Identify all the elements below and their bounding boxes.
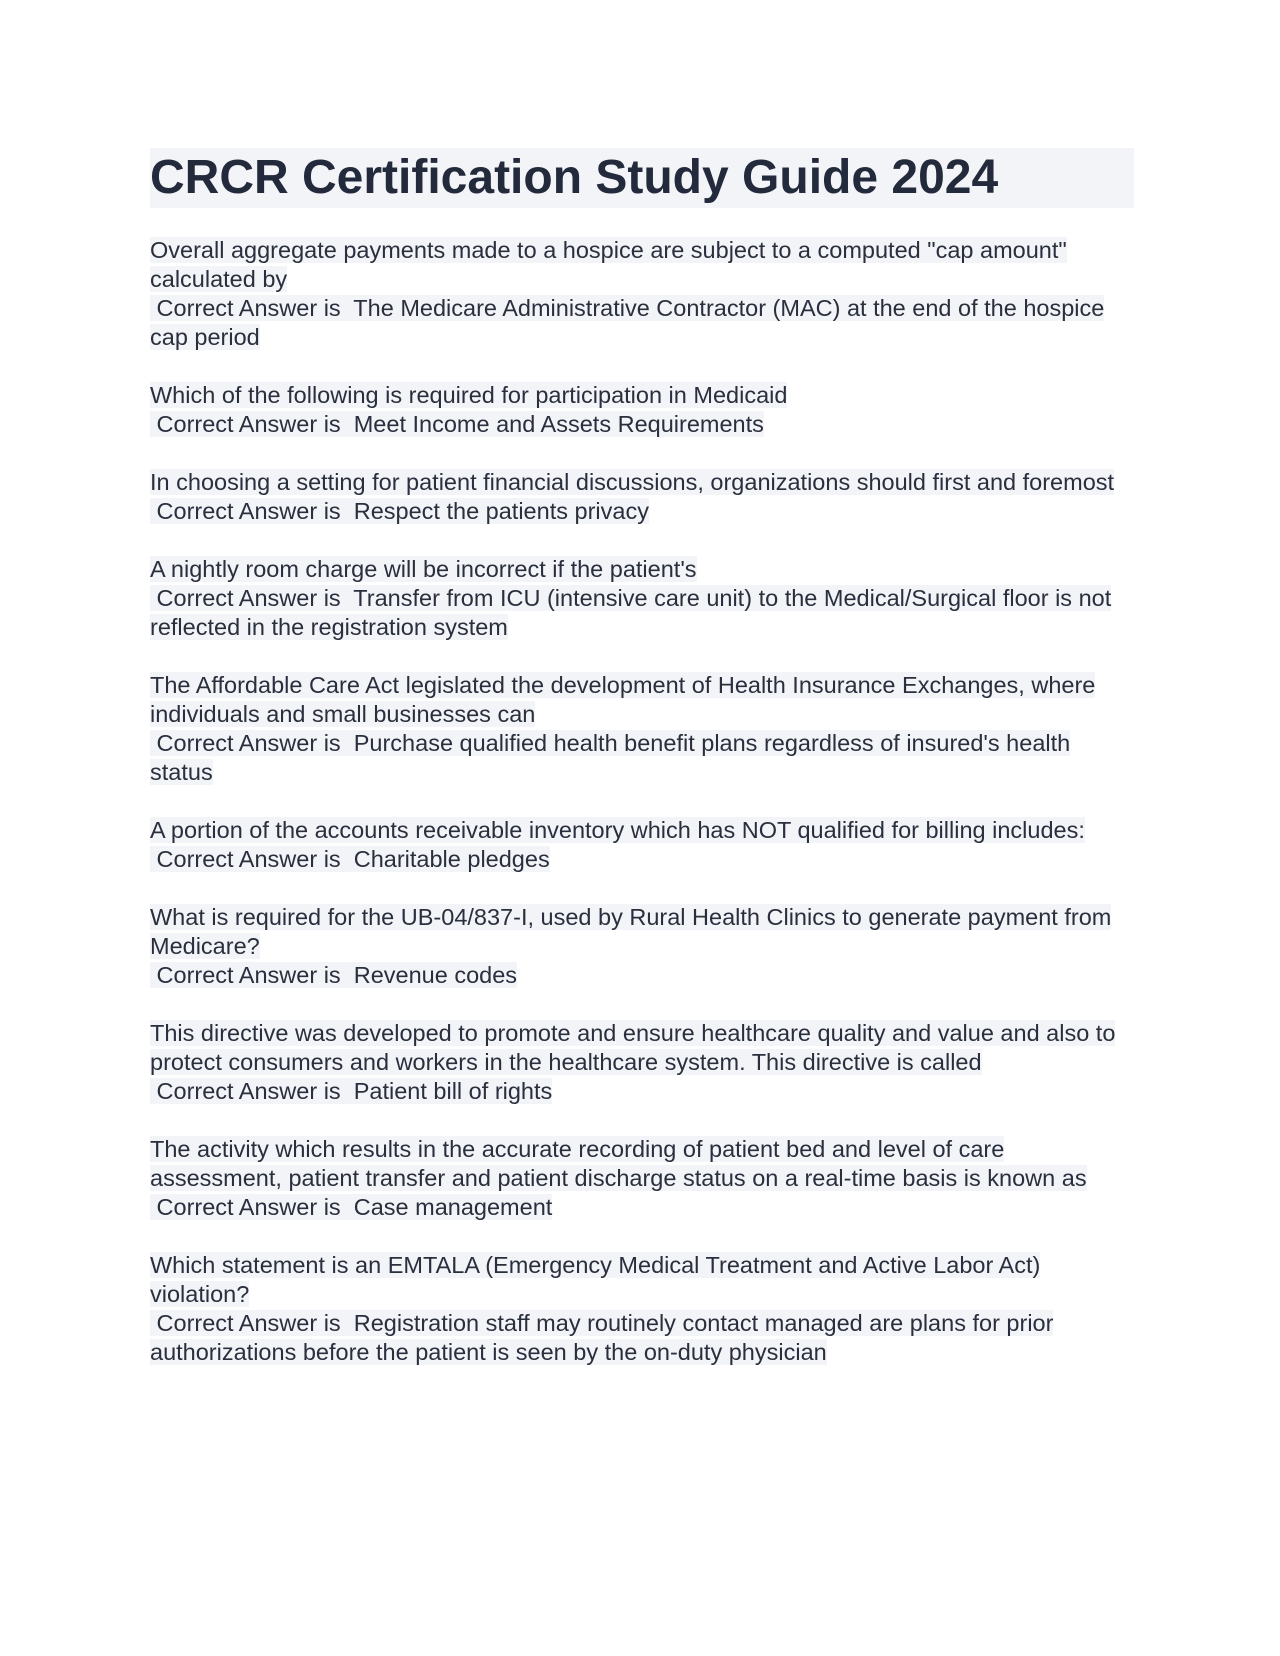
question-row [150, 1019, 1134, 1077]
answer-line [150, 1194, 552, 1220]
question-row [150, 671, 1134, 729]
document-page [150, 148, 1134, 1396]
answer-row [150, 1193, 1134, 1222]
answer-prefix: Correct Answer is [150, 498, 354, 524]
qa-item [150, 1251, 1134, 1367]
question-text: Overall aggregate payments made to a hospice are subject to a computed "cap amount" calculated by [150, 237, 1067, 292]
answer-row [150, 1309, 1134, 1367]
answer-line [150, 846, 550, 872]
question-text: Which of the following is required for participation in Medicaid [150, 382, 788, 408]
answer-line [150, 411, 764, 437]
qa-item [150, 1135, 1134, 1222]
answer-text: Revenue codes [353, 962, 518, 988]
question-text: This directive was developed to promote and ensure healthcare quality and value and also to protect consumers and workers in the healthcare system. This directive is called [150, 1020, 1116, 1075]
question-row [150, 381, 1134, 410]
question-row [150, 903, 1134, 961]
answer-line [150, 585, 1111, 640]
qa-item [150, 381, 1134, 439]
answer-line [150, 1310, 1053, 1365]
question-text: Which statement is an EMTALA (Emergency Medical Treatment and Active Labor Act) violation? [150, 1252, 1041, 1307]
question-text: The activity which results in the accurate recording of patient bed and level of care assessment, patient transfer and patient discharge status on a real-time basis is known as [150, 1136, 1087, 1191]
question-text: The Affordable Care Act legislated the development of Health Insurance Exchanges, where individuals and small businesses can [150, 672, 1096, 727]
answer-row [150, 961, 1134, 990]
answer-prefix: Correct Answer is [150, 730, 354, 756]
answer-line [150, 295, 1104, 350]
qa-item [150, 236, 1134, 352]
answer-row [150, 729, 1134, 787]
question-row [150, 1251, 1134, 1309]
answer-prefix: Correct Answer is [150, 846, 354, 872]
answer-text: Meet Income and Assets Requirements [353, 411, 764, 437]
answer-prefix: Correct Answer is [150, 962, 354, 988]
answer-text: Purchase qualified health benefit plans regardless of insured's health status [150, 730, 1071, 785]
answer-prefix: Correct Answer is [150, 1310, 354, 1336]
qa-item [150, 468, 1134, 526]
question-text: What is required for the UB-04/837-I, used by Rural Health Clinics to generate payment from Medicare? [150, 904, 1112, 959]
answer-prefix: Correct Answer is [150, 1194, 354, 1220]
answer-text: Transfer from ICU (intensive care unit) to the Medical/Surgical floor is not reflected in the registration system [150, 585, 1112, 640]
page-title: CRCR Certification Study Guide 2024 [150, 151, 999, 204]
answer-line [150, 498, 649, 524]
qa-item [150, 816, 1134, 874]
answer-row [150, 294, 1134, 352]
question-text: A nightly room charge will be incorrect if the patient's [150, 556, 697, 582]
question-row [150, 468, 1134, 497]
question-row [150, 236, 1134, 294]
qa-item [150, 1019, 1134, 1106]
qa-item [150, 555, 1134, 642]
answer-text: Charitable pledges [353, 846, 550, 872]
qa-item [150, 903, 1134, 990]
answer-text: The Medicare Administrative Contractor (MAC) at the end of the hospice cap period [150, 295, 1105, 350]
answer-prefix: Correct Answer is [150, 1078, 354, 1104]
answer-text: Patient bill of rights [353, 1078, 553, 1104]
title-block [150, 148, 1134, 208]
answer-text: Registration staff may routinely contact managed are plans for prior authorizations before the patient is seen by the on-duty physician [150, 1310, 1054, 1365]
answer-line [150, 730, 1070, 785]
answer-row [150, 1077, 1134, 1106]
answer-prefix: Correct Answer is [150, 295, 354, 321]
answer-row [150, 845, 1134, 874]
qa-list [150, 236, 1134, 1367]
question-row [150, 1135, 1134, 1193]
answer-text: Respect the patients privacy [353, 498, 649, 524]
question-row [150, 555, 1134, 584]
answer-row [150, 584, 1134, 642]
answer-prefix: Correct Answer is [150, 585, 354, 611]
answer-line [150, 962, 517, 988]
question-text: In choosing a setting for patient financial discussions, organizations should first and foremost [150, 469, 1115, 495]
answer-row [150, 410, 1134, 439]
answer-text: Case management [353, 1194, 553, 1220]
answer-prefix: Correct Answer is [150, 411, 354, 437]
answer-line [150, 1078, 552, 1104]
question-row [150, 816, 1134, 845]
qa-item [150, 671, 1134, 787]
answer-row [150, 497, 1134, 526]
question-text: A portion of the accounts receivable inventory which has NOT qualified for billing includes: [150, 817, 1085, 843]
